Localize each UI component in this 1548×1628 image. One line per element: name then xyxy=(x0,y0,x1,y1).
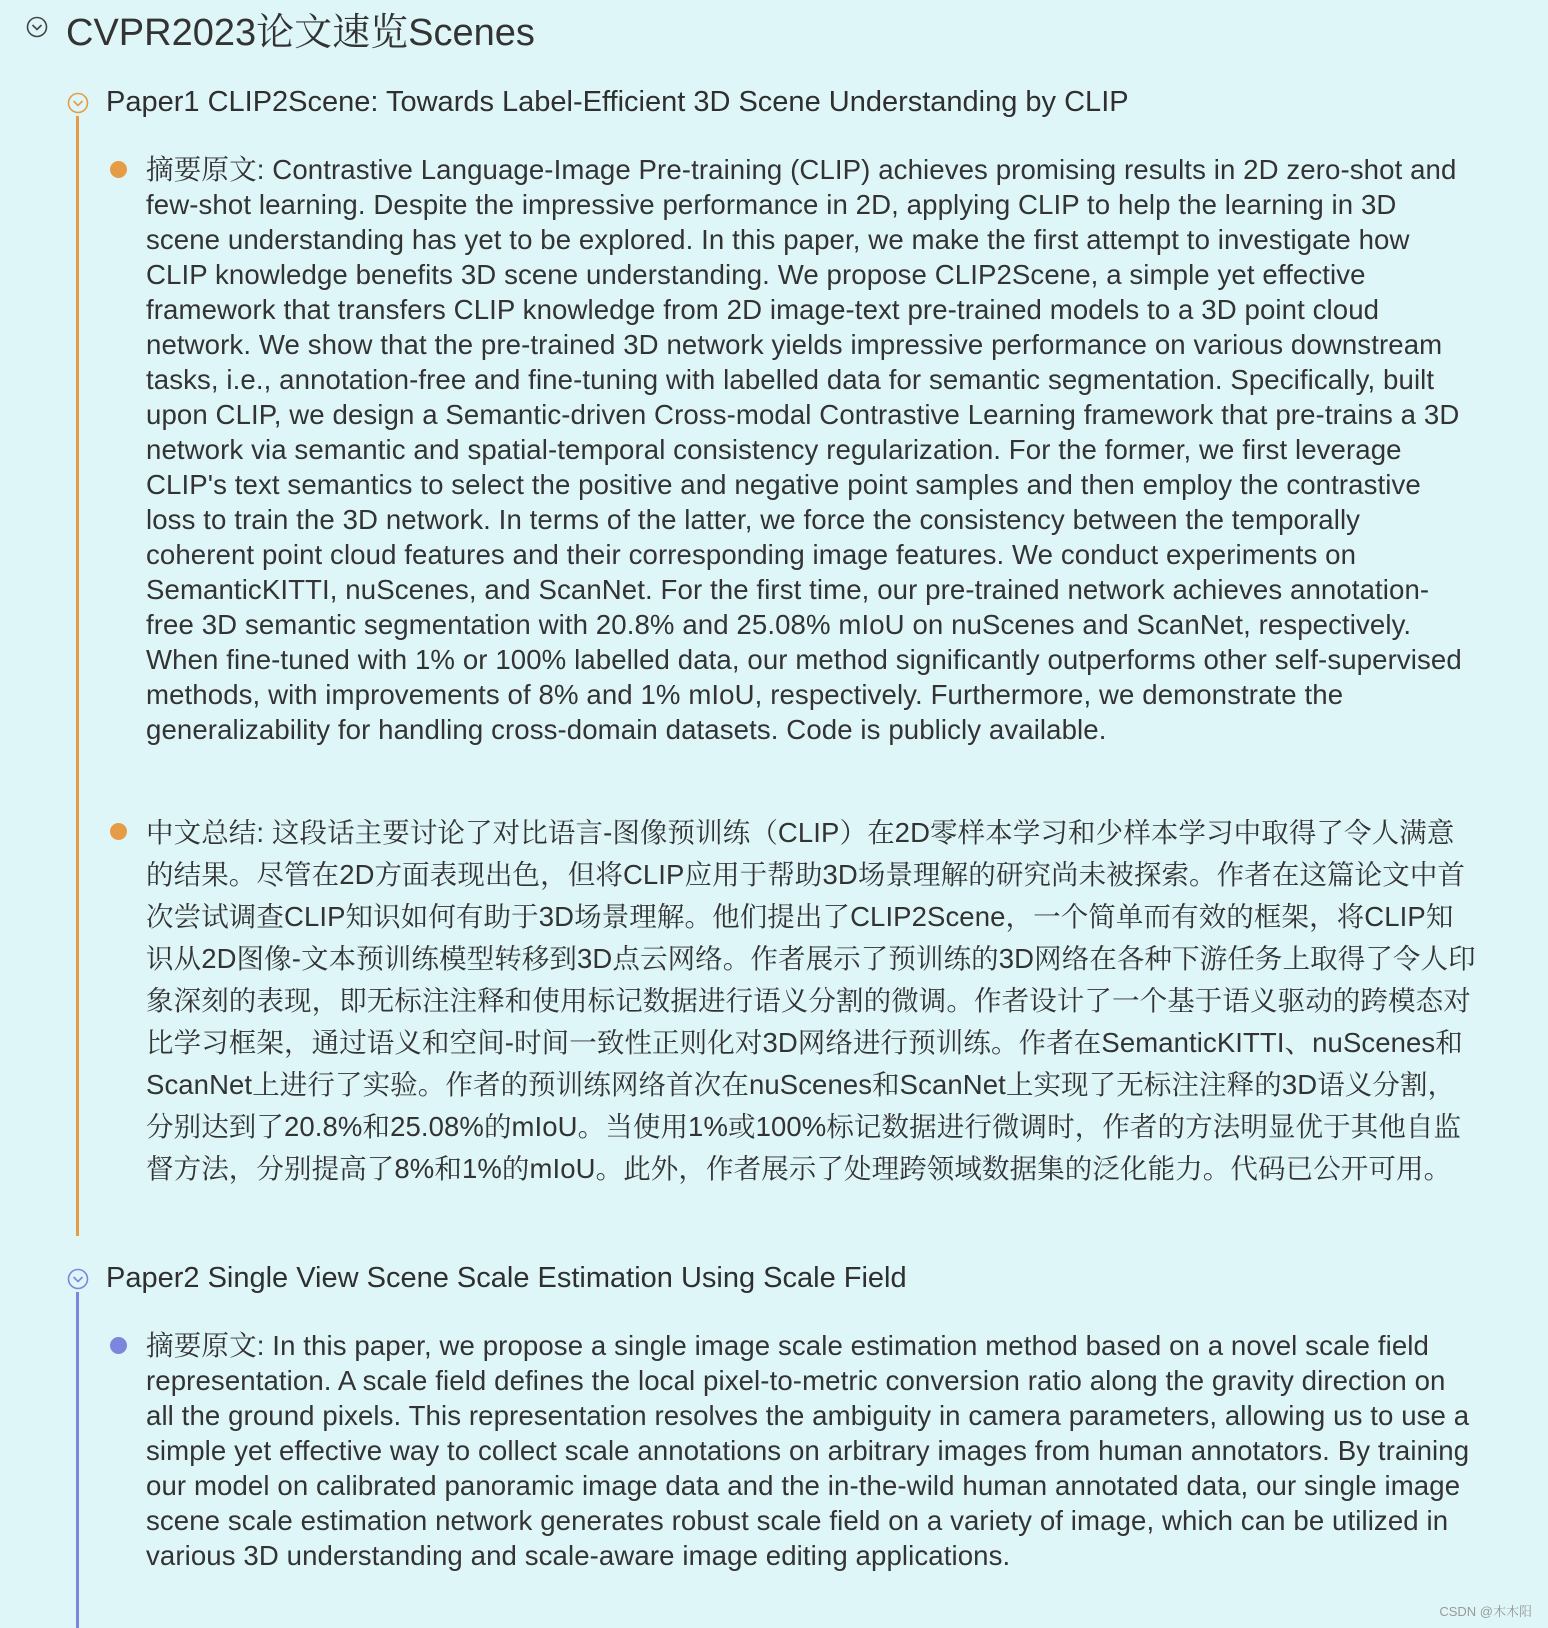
paper1-title[interactable]: Paper1 CLIP2Scene: Towards Label-Efficient 3D Scene Understanding by CLIP xyxy=(106,86,1129,118)
paper1-chinese-summary[interactable]: 中文总结: 这段话主要讨论了对比语言-图像预训练（CLIP）在2D零样本学习和少样本学习中取得了令人满意的结果。尽管在2D方面表现出色，但将CLIP应用于帮助3D场景理解的研究尚未被探索。作者在这篇论文中首次尝试调查CLIP知识如何有助于3D场景理解。他们提出了CLIP2Scene，一个简单而有效的框架，将CLIP知识从2D图像-文本预训练模型转移到3D点云网络。作者展示了预训练的3D网络在各种下游任务上取得了令人印象深刻的表现，即无标注注释和使用标记数据进行语义分割的微调。作者设计了一个基于语义驱动的跨模态对比学习框架，通过语义和空间-时间一致性正则化对3D网络进行预训练。作者在SemanticKITTI、nuScenes和ScanNet上进行了实验。作者的预训练网络首次在nuScenes和ScanNet上实现了无标注注释的3D语义分割，分别达到了20.8%和25.08%的mIoU。当使用1%或100%标记数据进行微调时，作者的方法明显优于其他自监督方法，分别提高了8%和1%的mIoU。此外，作者展示了处理跨领域数据集的泛化能力。代码已公开可用。 xyxy=(146,817,1476,1184)
paper1-branch-line xyxy=(76,116,79,1236)
bullet-dot xyxy=(110,1337,127,1354)
paper2-abstract-original[interactable]: 摘要原文: In this paper, we propose a single image scale estimation method based on a novel scale field representation. A scale field defines the local pixel-to-metric conversion ratio along the gravity direction on all the ground pixels. This representation resolves the ambiguity in camera parameters, allowing us to use a simple yet effective way to collect scale annotations on arbitrary images from human annotators. By training our model on calibrated panoramic image data and the in-the-wild human annotated data, our single image scene scale estimation network generates robust scale field on a variety of image, which can be utilized in various 3D understanding and scale-aware image editing applications. xyxy=(146,1330,1470,1571)
collapse-toggle-icon[interactable] xyxy=(26,16,48,38)
paper2-branch-line xyxy=(76,1292,79,1628)
bullet-dot xyxy=(110,161,127,178)
paper1-collapse-toggle-icon[interactable] xyxy=(67,92,89,114)
bullet-dot xyxy=(110,823,127,840)
paper1-abstract-original[interactable]: 摘要原文: Contrastive Language-Image Pre-training (CLIP) achieves promising results in 2D zero-shot and few-shot learning. Despite the impressive performance in 2D, applying CLIP to help the learning in 3D scene understanding has yet to be explored. In this paper, we make the first attempt to investigate how CLIP knowledge benefits 3D scene understanding. We propose CLIP2Scene, a simple yet effective framework that transfers CLIP knowledge from 2D image-text pre-trained models to a 3D point cloud network. We show that the pre-trained 3D network yields impressive performance on various downstream tasks, i.e., annotation-free and fine-tuning with labelled data for semantic segmentation. Specifically, built upon CLIP, we design a Semantic-driven Cross-modal Contrastive Learning framework that pre-trains a 3D network via semantic and spatial-temporal consistency regularization. For the former, we first leverage CLIP's text semantics to select the positive and negative point samples and then employ the contrastive loss to train the 3D network. In terms of the latter, we force the consistency between the temporally coherent point cloud features and their corresponding image features. We conduct experiments on SemanticKITTI, nuScenes, and ScanNet. For the first time, our pre-trained network achieves annotation-free 3D semantic segmentation with 20.8% and 25.08% mIoU on nuScenes and ScanNet, respectively. When fine-tuned with 1% or 100% labelled data, our method significantly outperforms other self-supervised methods, with improvements of 8% and 1% mIoU, respectively. Furthermore, we demonstrate the generalizability for handling cross-domain datasets. Code is publicly available. xyxy=(146,154,1462,745)
paper2-title[interactable]: Paper2 Single View Scene Scale Estimation Using Scale Field xyxy=(106,1262,907,1294)
root-title: CVPR2023论文速览Scenes xyxy=(66,12,535,54)
paper2-collapse-toggle-icon[interactable] xyxy=(67,1268,89,1290)
watermark: CSDN @木木阳 xyxy=(1439,1604,1532,1619)
